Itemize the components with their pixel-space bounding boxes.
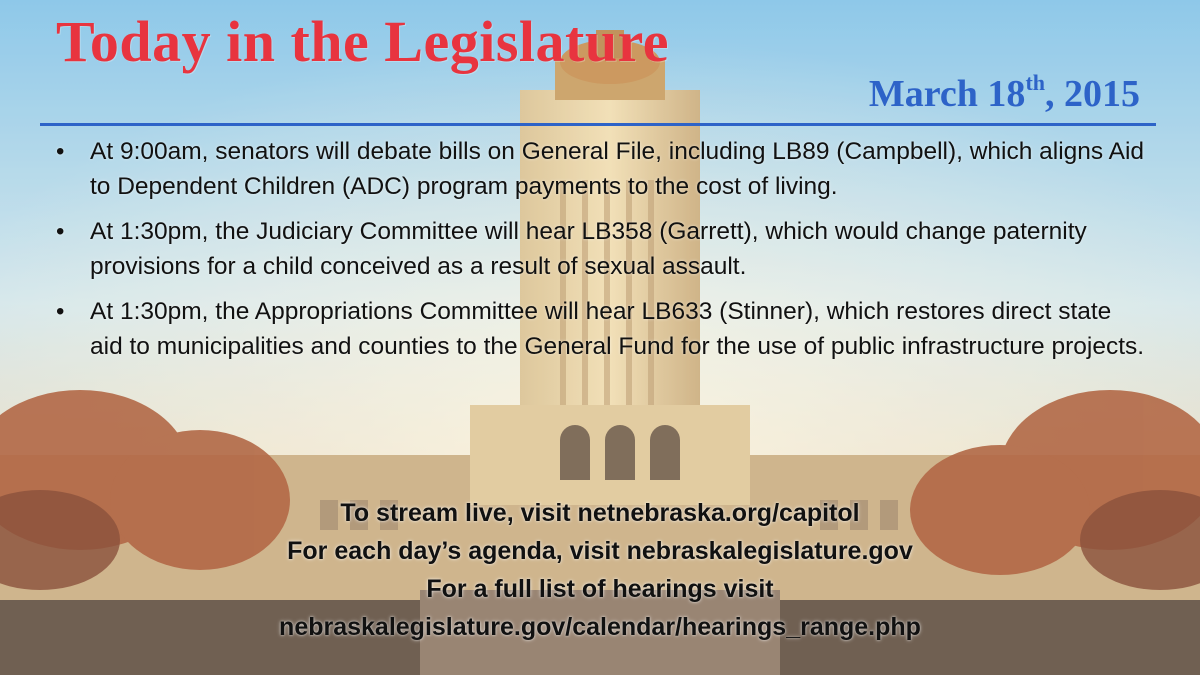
slide-date — [869, 72, 1140, 116]
agenda-item — [56, 134, 1146, 204]
bullet-dot-icon: • — [56, 138, 65, 165]
title-divider — [40, 123, 1156, 126]
bullet-dot-icon: • — [56, 298, 65, 325]
agenda-item-text: At 1:30pm, the Appropriations Committee will hear LB633 (Stinner), which restores direct state aid to municipalities and counties to the General Fund for the use of public infrastructure projects. — [90, 298, 1145, 360]
date-suffix: th — [1025, 70, 1045, 96]
agenda-item — [56, 214, 1146, 284]
hearings-url-line: nebraskalegislature.gov/calendar/hearings_range.php — [279, 613, 921, 641]
stream-live-line: To stream live, visit netnebraska.org/capitol — [340, 499, 860, 527]
bullet-dot-icon: • — [56, 218, 65, 245]
slide-title: Today in the Legislature — [56, 9, 670, 74]
agenda-item — [56, 294, 1146, 364]
date-month-day: March 18 — [868, 73, 1026, 115]
agenda-item-text: At 1:30pm, the Judiciary Committee will hear LB358 (Garrett), which would change paternity provisions for a child conceived as a result of sexual assault. — [90, 218, 1087, 280]
date-year: , 2015 — [1045, 73, 1140, 115]
hearings-list-line: For a full list of hearings visit — [426, 575, 774, 603]
agenda-link-line: For each day’s agenda, visit nebraskalegislature.gov — [287, 537, 913, 565]
agenda-list — [56, 134, 1146, 374]
agenda-item-text: At 9:00am, senators will debate bills on General File, including LB89 (Campbell), which aligns Aid to Dependent Children (ADC) program payments to the cost of living. — [90, 138, 1145, 200]
footer-info — [0, 494, 1200, 646]
